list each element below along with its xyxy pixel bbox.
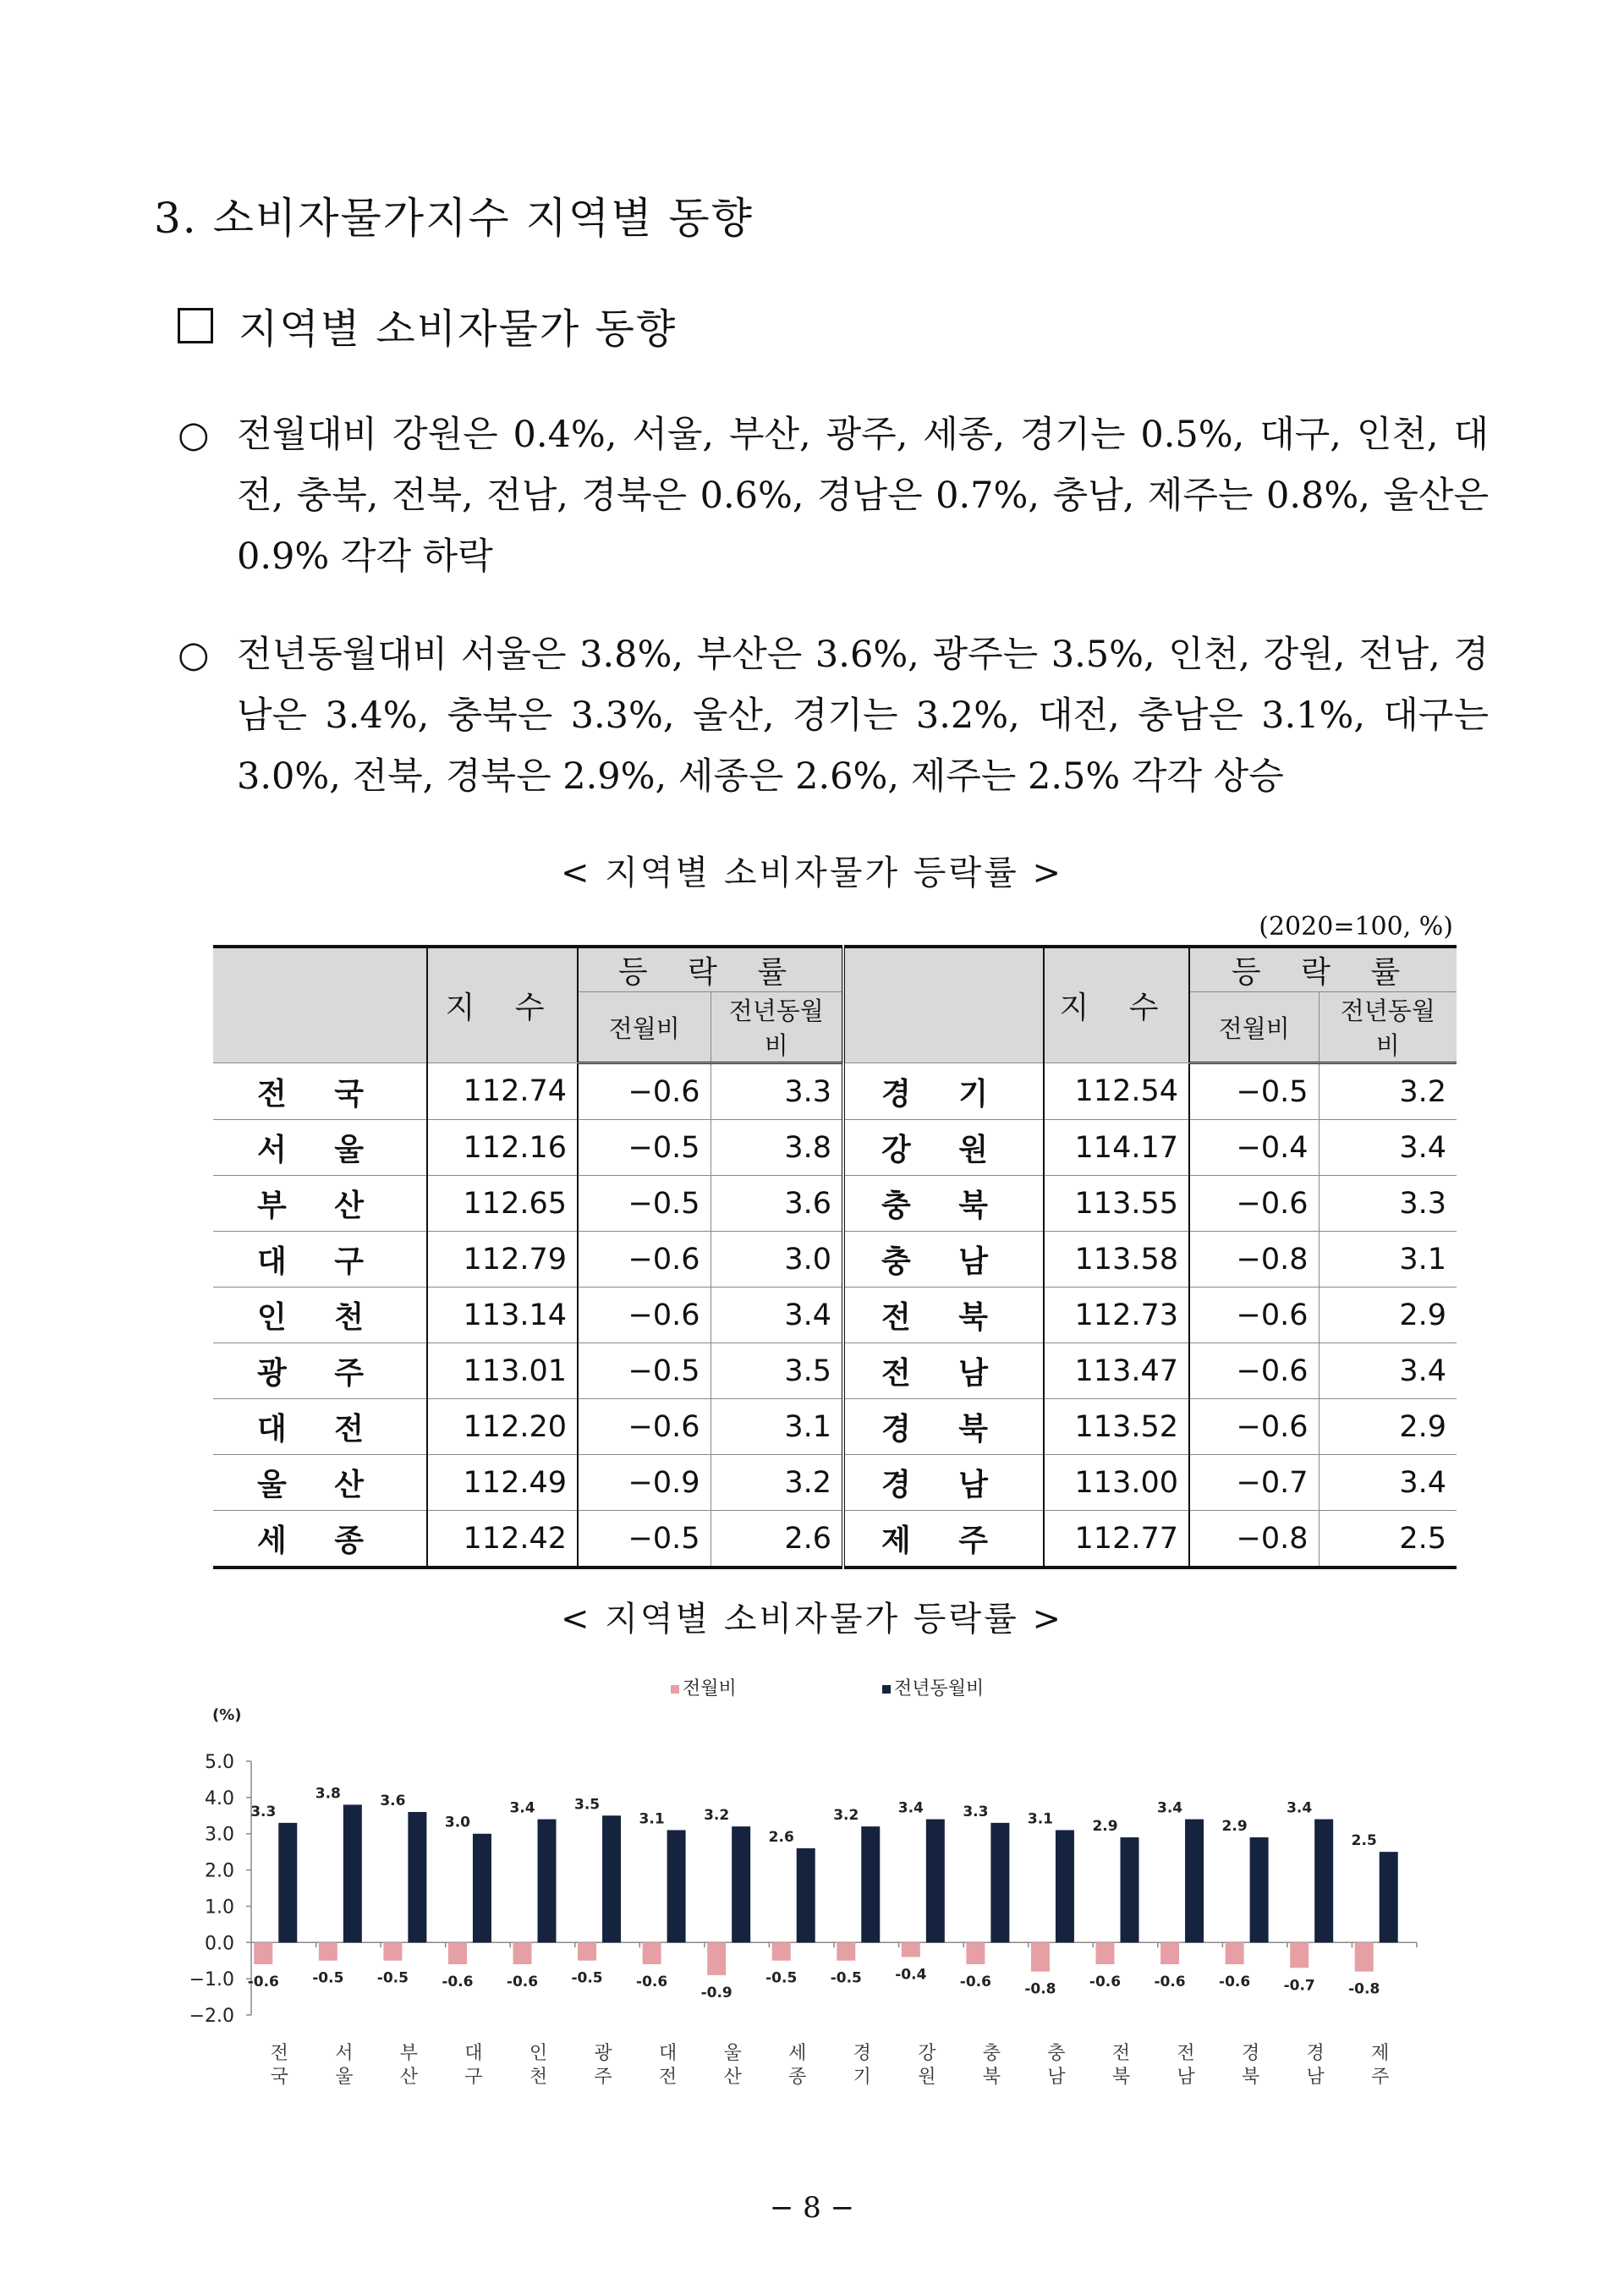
data-label-yoy: 2.9 (1092, 1818, 1118, 1835)
bar-mom (1031, 1942, 1050, 1971)
bullet-paragraph (178, 404, 1489, 587)
index-value: 112.42 (427, 1511, 578, 1568)
index-value: 112.79 (427, 1232, 578, 1288)
region-name: 울 산 (213, 1455, 427, 1511)
data-label-yoy: 2.9 (1221, 1818, 1248, 1835)
unit-note: (2020=100, %) (1259, 912, 1453, 942)
table-row (213, 1176, 1457, 1232)
data-label-mom: -0.7 (1283, 1977, 1315, 1995)
bar-mom (578, 1942, 596, 1960)
bar-yoy (861, 1826, 880, 1942)
x-tick-label: 북 (1241, 2067, 1260, 2088)
subsection-title: 지역별 소비자물가 동향 (239, 305, 678, 353)
section-title: 3. 소비자물가지수 지역별 동향 (154, 194, 754, 243)
data-label-mom: -0.8 (1348, 1980, 1380, 1998)
yoy-value: 3.2 (1319, 1063, 1457, 1120)
y-tick-label: 3.0 (205, 1824, 234, 1846)
x-tick-label: 남 (1306, 2067, 1325, 2088)
data-label-yoy: 3.8 (315, 1785, 341, 1803)
mom-value: −0.5 (578, 1120, 710, 1176)
x-tick-label: 국 (270, 2067, 288, 2088)
mom-value: −0.4 (1189, 1120, 1319, 1176)
mom-value: −0.6 (578, 1288, 710, 1343)
mom-value: −0.6 (1189, 1288, 1319, 1343)
x-tick-label: 산 (399, 2067, 419, 2088)
bullet-paragraph (178, 624, 1489, 807)
index-value: 113.47 (1044, 1343, 1189, 1399)
bar-mom (383, 1942, 402, 1960)
table-header-mom: 전월비 (1189, 992, 1319, 1063)
data-label-yoy: 3.6 (380, 1793, 406, 1809)
bar-mom (1290, 1942, 1309, 1968)
bullet-text: 전년동월대비 서울은 3.8%, 부산은 3.6%, 광주는 3.5%, 인천, 강원, 전남, 경남은 3.4%, 충북은 3.3%, 울산, 경기는 3.2%, 대전, 충남은 3.1%, 대구는 3.0%, 전북, 경북은 2.9%, 세종은 2.6%, 제주는 2.5% 각각 상승 (237, 634, 1489, 798)
data-label-mom: -0.6 (1219, 1974, 1251, 1990)
data-label-mom: -0.5 (830, 1969, 862, 1987)
region-name: 강 원 (843, 1120, 1044, 1176)
y-tick-label: 1.0 (205, 1897, 234, 1919)
chart-caption: < 지역별 소비자물가 등락률 > (561, 1600, 1063, 1639)
x-tick-label: 남 (1047, 2067, 1066, 2088)
data-label-mom: -0.9 (700, 1984, 732, 2001)
mom-value: −0.5 (578, 1511, 710, 1568)
yoy-value: 2.9 (1319, 1288, 1457, 1343)
x-tick-label: 전 (270, 2043, 288, 2064)
table-row (213, 1511, 1457, 1568)
x-tick-label: 산 (723, 2067, 742, 2088)
mom-value: −0.7 (1189, 1455, 1319, 1511)
bar-yoy (990, 1823, 1009, 1942)
mom-value: −0.5 (578, 1343, 710, 1399)
table-row (213, 1232, 1457, 1288)
bar-mom (448, 1942, 467, 1964)
bar-yoy (1056, 1830, 1074, 1942)
data-label-mom: -0.6 (959, 1974, 991, 1990)
region-name: 대 전 (213, 1399, 427, 1455)
table-caption: < 지역별 소비자물가 등락률 > (561, 854, 1063, 892)
region-name: 대 구 (213, 1232, 427, 1288)
data-label-mom: -0.8 (1024, 1980, 1056, 1998)
region-name: 전 국 (213, 1063, 427, 1120)
data-label-yoy: 3.1 (639, 1810, 665, 1828)
region-name: 부 산 (213, 1176, 427, 1232)
yoy-value: 3.3 (1319, 1176, 1457, 1232)
bar-mom (707, 1942, 726, 1975)
region-name: 충 남 (843, 1232, 1044, 1288)
data-label-mom: -0.5 (376, 1969, 409, 1987)
index-value: 112.73 (1044, 1288, 1189, 1343)
data-label-yoy: 3.3 (963, 1803, 989, 1820)
x-tick-label: 경 (853, 2043, 871, 2064)
table-header-yoy: 전년동월비 (1319, 992, 1457, 1063)
index-value: 112.77 (1044, 1511, 1189, 1568)
x-tick-label: 전 (658, 2067, 678, 2088)
data-label-yoy: 2.6 (768, 1828, 794, 1846)
yoy-value: 2.6 (710, 1511, 843, 1568)
mom-value: −0.6 (578, 1063, 710, 1120)
data-label-mom: -0.5 (765, 1969, 798, 1987)
bar-mom (254, 1942, 272, 1964)
yoy-value: 3.2 (710, 1455, 843, 1511)
y-tick-label: 5.0 (205, 1752, 234, 1773)
y-axis-unit: (%) (212, 1706, 242, 1724)
table-row (213, 1120, 1457, 1176)
bar-yoy (732, 1826, 750, 1942)
x-tick-label: 광 (594, 2043, 612, 2064)
data-label-yoy: 3.4 (1156, 1799, 1183, 1817)
yoy-value: 2.5 (1319, 1511, 1457, 1568)
bar-yoy (473, 1834, 491, 1943)
bar-mom (1096, 1942, 1115, 1964)
circle-bullet-icon: ○ (178, 414, 210, 456)
x-tick-label: 경 (1306, 2043, 1325, 2064)
x-tick-label: 남 (1177, 2067, 1195, 2088)
x-tick-label: 인 (529, 2043, 548, 2064)
index-value: 112.16 (427, 1120, 578, 1176)
table-header-yoy: 전년동월비 (710, 992, 843, 1063)
bar-yoy (278, 1823, 297, 1942)
page-number: − 8 − (769, 2191, 855, 2225)
x-tick-label: 서 (335, 2043, 354, 2064)
bar-yoy (408, 1812, 426, 1942)
bar-yoy (1185, 1820, 1204, 1943)
table-header-index: 지 수 (1044, 947, 1189, 1063)
data-label-mom: -0.5 (571, 1969, 603, 1987)
data-label-mom: -0.6 (247, 1974, 279, 1990)
data-label-yoy: 3.4 (1287, 1799, 1313, 1817)
x-tick-label: 전 (1111, 2043, 1131, 2064)
data-label-yoy: 3.2 (833, 1807, 859, 1825)
y-tick-label: 2.0 (205, 1860, 234, 1882)
yoy-value: 3.4 (1319, 1455, 1457, 1511)
data-label-mom: -0.6 (1154, 1974, 1186, 1990)
x-tick-label: 북 (982, 2067, 1001, 2088)
table-row (213, 1455, 1457, 1511)
subsection-heading (178, 296, 677, 354)
bullet-text: 전월대비 강원은 0.4%, 서울, 부산, 광주, 세종, 경기는 0.5%, 대구, 인천, 대전, 충북, 전북, 전남, 경북은 0.6%, 경남은 0.7%, 충남, 제주는 0.8%, 울산은 0.9% 각각 하락 (237, 414, 1489, 578)
table-header-blank (843, 947, 1044, 1063)
x-tick-label: 기 (853, 2067, 871, 2088)
bar-yoy (667, 1830, 686, 1942)
x-tick-label: 충 (982, 2043, 1001, 2064)
x-tick-label: 대 (658, 2043, 678, 2064)
data-label-yoy: 3.0 (444, 1814, 471, 1831)
y-tick-label: 0.0 (205, 1933, 234, 1955)
index-value: 113.00 (1044, 1455, 1189, 1511)
region-name: 세 종 (213, 1511, 427, 1568)
x-tick-label: 경 (1241, 2043, 1260, 2064)
bar-mom (513, 1942, 532, 1964)
yoy-value: 3.4 (710, 1288, 843, 1343)
yoy-value: 3.8 (710, 1120, 843, 1176)
table-row (213, 1288, 1457, 1343)
region-name: 인 천 (213, 1288, 427, 1343)
yoy-value: 2.9 (1319, 1399, 1457, 1455)
legend-swatch-mom (671, 1685, 679, 1694)
data-label-yoy: 2.5 (1351, 1832, 1377, 1850)
x-tick-label: 북 (1111, 2067, 1131, 2088)
bar-mom (643, 1942, 661, 1964)
bar-yoy (1380, 1852, 1398, 1942)
x-tick-label: 충 (1047, 2043, 1066, 2064)
bar-mom (772, 1942, 791, 1960)
bar-mom (966, 1942, 985, 1964)
regional-cpi-table (213, 945, 1457, 1569)
x-tick-label: 강 (918, 2043, 936, 2064)
mom-value: −0.6 (578, 1399, 710, 1455)
x-tick-label: 주 (594, 2067, 612, 2088)
bar-mom (319, 1942, 337, 1960)
bar-yoy (926, 1820, 945, 1943)
mom-value: −0.6 (1189, 1343, 1319, 1399)
mom-value: −0.8 (1189, 1232, 1319, 1288)
bar-yoy (538, 1820, 557, 1943)
table-header-rate: 등 락 률 (1189, 947, 1457, 992)
data-label-yoy: 3.1 (1027, 1810, 1054, 1828)
mom-value: −0.6 (1189, 1176, 1319, 1232)
x-tick-label: 주 (1371, 2067, 1390, 2088)
bar-mom (837, 1942, 855, 1960)
bar-mom (1355, 1942, 1374, 1971)
index-value: 112.54 (1044, 1063, 1189, 1120)
region-name: 경 남 (843, 1455, 1044, 1511)
region-name: 경 기 (843, 1063, 1044, 1120)
x-tick-label: 종 (788, 2067, 807, 2088)
table-header-blank (213, 947, 427, 1063)
yoy-value: 3.5 (710, 1343, 843, 1399)
x-tick-label: 전 (1177, 2043, 1195, 2064)
mom-value: −0.5 (1189, 1063, 1319, 1120)
table-row (213, 1063, 1457, 1120)
bar-yoy (1250, 1837, 1269, 1942)
index-value: 113.52 (1044, 1399, 1189, 1455)
x-tick-label: 대 (464, 2043, 483, 2064)
yoy-value: 3.0 (710, 1232, 843, 1288)
index-value: 113.55 (1044, 1176, 1189, 1232)
data-label-yoy: 3.5 (573, 1796, 601, 1814)
region-name: 광 주 (213, 1343, 427, 1399)
data-label-yoy: 3.4 (897, 1799, 924, 1817)
x-tick-label: 울 (335, 2067, 354, 2088)
checkbox-square-icon (178, 308, 213, 343)
bar-yoy (602, 1815, 621, 1942)
data-label-mom: -0.6 (506, 1974, 539, 1990)
data-label-mom: -0.6 (636, 1974, 668, 1990)
bar-mom (1160, 1942, 1179, 1964)
region-name: 경 북 (843, 1399, 1044, 1455)
table-header-mom: 전월비 (578, 992, 710, 1063)
data-label-mom: -0.6 (1089, 1974, 1122, 1990)
data-label-mom: -0.5 (312, 1969, 344, 1987)
table-header-rate: 등 락 률 (578, 947, 843, 992)
table-row (213, 1343, 1457, 1399)
y-tick-label: −1.0 (189, 1969, 234, 1991)
region-name: 전 북 (843, 1288, 1044, 1343)
legend-swatch-yoy (882, 1685, 891, 1694)
yoy-value: 3.6 (710, 1176, 843, 1232)
index-value: 112.74 (427, 1063, 578, 1120)
yoy-value: 3.4 (1319, 1120, 1457, 1176)
data-label-mom: -0.4 (895, 1966, 927, 1984)
bar-mom (1226, 1942, 1244, 1964)
legend-label: 전년동월비 (894, 1678, 985, 1699)
regional-cpi-bar-chart (173, 1666, 1459, 2088)
mom-value: −0.9 (578, 1455, 710, 1511)
mom-value: −0.8 (1189, 1511, 1319, 1568)
bar-yoy (343, 1804, 362, 1942)
table-body (213, 1063, 1457, 1568)
mom-value: −0.6 (1189, 1399, 1319, 1455)
x-tick-label: 구 (464, 2067, 483, 2088)
index-value: 113.58 (1044, 1232, 1189, 1288)
yoy-value: 3.4 (1319, 1343, 1457, 1399)
data-label-yoy: 3.3 (250, 1803, 277, 1820)
bar-yoy (797, 1848, 815, 1942)
legend-label: 전월비 (683, 1678, 737, 1699)
bar-yoy (1314, 1820, 1333, 1943)
index-value: 112.65 (427, 1176, 578, 1232)
x-tick-label: 울 (723, 2043, 742, 2064)
x-tick-label: 천 (529, 2067, 548, 2088)
index-value: 112.20 (427, 1399, 578, 1455)
bar-mom (902, 1942, 920, 1957)
x-tick-label: 부 (399, 2043, 419, 2064)
yoy-value: 3.1 (710, 1399, 843, 1455)
bar-yoy (1121, 1837, 1139, 1942)
x-tick-label: 제 (1371, 2043, 1390, 2064)
table-header-index: 지 수 (427, 947, 578, 1063)
x-tick-label: 세 (788, 2043, 807, 2064)
yoy-value: 3.1 (1319, 1232, 1457, 1288)
data-label-mom: -0.6 (442, 1974, 474, 1990)
mom-value: −0.5 (578, 1176, 710, 1232)
index-value: 114.17 (1044, 1120, 1189, 1176)
region-name: 제 주 (843, 1511, 1044, 1568)
x-tick-label: 원 (918, 2067, 936, 2088)
data-label-yoy: 3.2 (704, 1807, 730, 1825)
index-value: 113.14 (427, 1288, 578, 1343)
y-tick-label: 4.0 (205, 1787, 234, 1809)
mom-value: −0.6 (578, 1232, 710, 1288)
index-value: 112.49 (427, 1455, 578, 1511)
region-name: 충 북 (843, 1176, 1044, 1232)
region-name: 전 남 (843, 1343, 1044, 1399)
circle-bullet-icon: ○ (178, 634, 210, 676)
y-tick-label: −2.0 (189, 2006, 234, 2027)
data-label-yoy: 3.4 (509, 1799, 535, 1817)
region-name: 서 울 (213, 1120, 427, 1176)
index-value: 113.01 (427, 1343, 578, 1399)
table-row (213, 1399, 1457, 1455)
yoy-value: 3.3 (710, 1063, 843, 1120)
